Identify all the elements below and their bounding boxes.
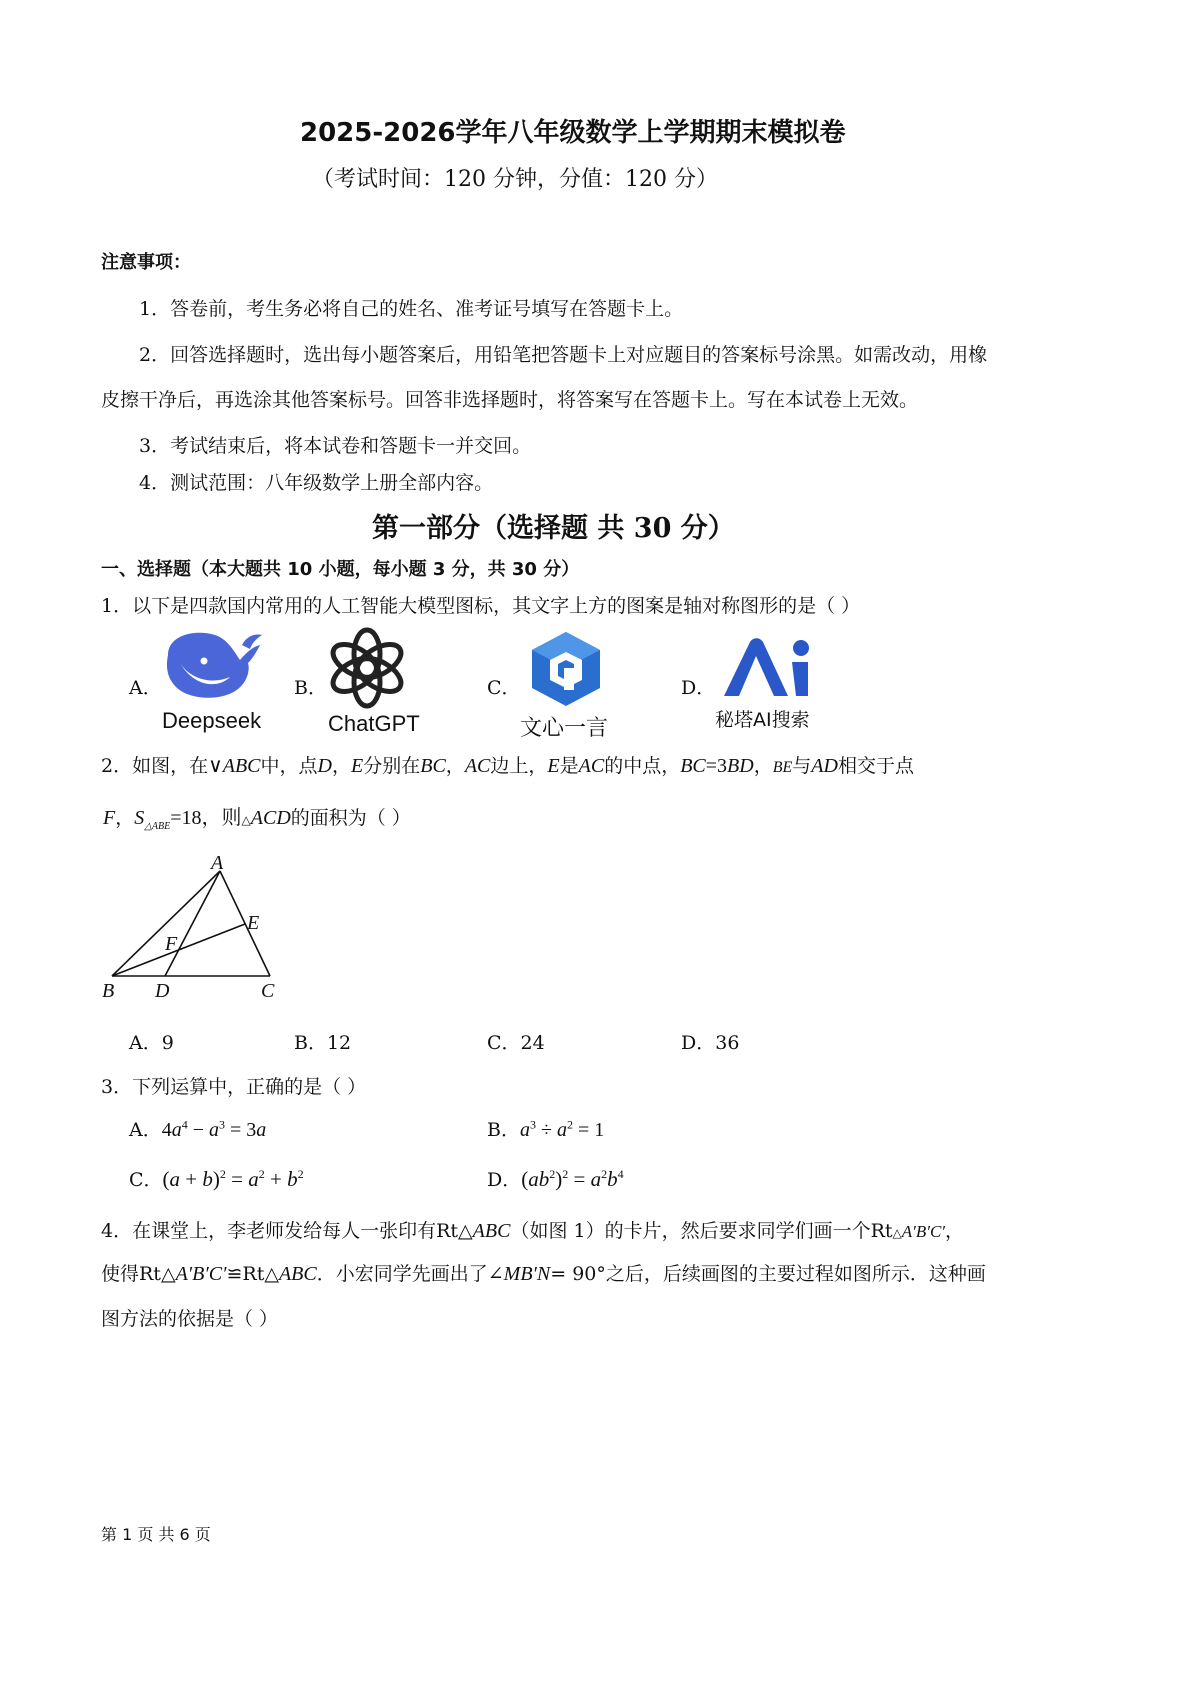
q3-option-a: A．$4a^4 - a^3 = 3a$ xyxy=(129,1117,267,1141)
q2-triangle-figure xyxy=(98,855,288,1005)
deepseek-logo-icon xyxy=(160,625,266,703)
q2-stem-line1: 2．如图，在∨ABC中，点D，E分别在BC，AC边上，E是AC的中点，BC=3BD，BE与AD相交于点 xyxy=(101,755,914,777)
fig-label-e: E xyxy=(247,912,260,934)
section-heading: 一、选择题（本大题共 10 小题，每小题 3 分，共 30 分） xyxy=(101,559,580,580)
metaso-logo-icon xyxy=(722,638,816,698)
q2-option-a: A．9 xyxy=(129,1032,174,1054)
q2-option-b: B．12 xyxy=(294,1032,352,1054)
q1-caption-wenxin: 文心一言 xyxy=(520,715,609,740)
notes-item-3: 3．考试结束后，将本试卷和答题卡一并交回。 xyxy=(139,435,532,457)
notes-item-2-line1: 2．回答选择题时，选出每小题答案后，用铅笔把答题卡上对应题目的答案标号涂黑。如需改动，用橡 xyxy=(139,344,988,366)
page-footer: 第 1 页 共 6 页 xyxy=(101,1525,211,1544)
q4-stem-line3: 图方法的依据是（ ） xyxy=(101,1308,279,1330)
notes-item-2-line2: 皮擦干净后，再选涂其他答案标号。回答非选择题时，将答案写在答题卡上。写在本试卷上无效。 xyxy=(101,389,919,411)
q4-stem-line1: 4．在课堂上，李老师发给每人一张印有Rt△ABC（如图 1）的卡片，然后要求同学们画一个Rt△A′B′C′， xyxy=(101,1220,965,1242)
fig-label-f: F xyxy=(165,933,178,955)
q1-caption-deepseek: Deepseek xyxy=(162,708,262,733)
q1-option-d-label: D． xyxy=(681,677,716,699)
q3-option-c: C．$(a + b)^2 = a^2 + b^2$ xyxy=(129,1167,304,1191)
q2-stem-line2: F，$S_{\triangle ABE}=18$，则△ACD的面积为（ ） xyxy=(103,807,411,832)
fig-label-c: C xyxy=(261,980,275,1002)
page-title: 2025-2026学年八年级数学上学期期末模拟卷 xyxy=(300,118,846,148)
q1-caption-metaso: 秘塔AI搜索 xyxy=(715,709,810,731)
q2-option-d: D．36 xyxy=(681,1032,740,1054)
q1-option-b-label: B． xyxy=(294,677,327,699)
part1-heading: 第一部分（选择题 共 30 分） xyxy=(372,513,735,544)
q1-stem: 1．以下是四款国内常用的人工智能大模型图标，其文字上方的图案是轴对称图形的是（ ） xyxy=(101,595,861,617)
wenxin-logo-icon xyxy=(530,630,602,708)
notes-heading: 注意事项： xyxy=(101,252,191,273)
fig-label-a: A xyxy=(211,855,224,874)
q3-option-d: D．$(ab^2)^2 = a^2b^4$ xyxy=(487,1167,624,1191)
q1-option-c-label: C． xyxy=(487,677,521,699)
q4-stem-line2: 使得Rt△A′B′C′≌Rt△ABC．小宏同学先画出了∠MB′N= 90°之后，后续画图的主要过程如图所示．这种画 xyxy=(101,1263,986,1285)
q1-option-a-label: A． xyxy=(129,677,162,699)
page-subtitle: （考试时间：120 分钟，分值：120 分） xyxy=(312,167,718,192)
q2-option-c: C．24 xyxy=(487,1032,545,1054)
notes-item-4: 4．测试范围：八年级数学上册全部内容。 xyxy=(139,472,494,494)
fig-label-b: B xyxy=(102,980,115,1002)
q1-caption-chatgpt: ChatGPT xyxy=(328,711,420,736)
q3-stem: 3．下列运算中，正确的是（ ） xyxy=(101,1076,367,1098)
notes-item-1: 1．答卷前，考生务必将自己的姓名、准考证号填写在答题卡上。 xyxy=(139,298,684,320)
q3-option-b: B．$a^3 \div a^2 = 1$ xyxy=(487,1117,605,1141)
chatgpt-logo-icon xyxy=(325,626,409,710)
fig-label-d: D xyxy=(155,980,170,1002)
